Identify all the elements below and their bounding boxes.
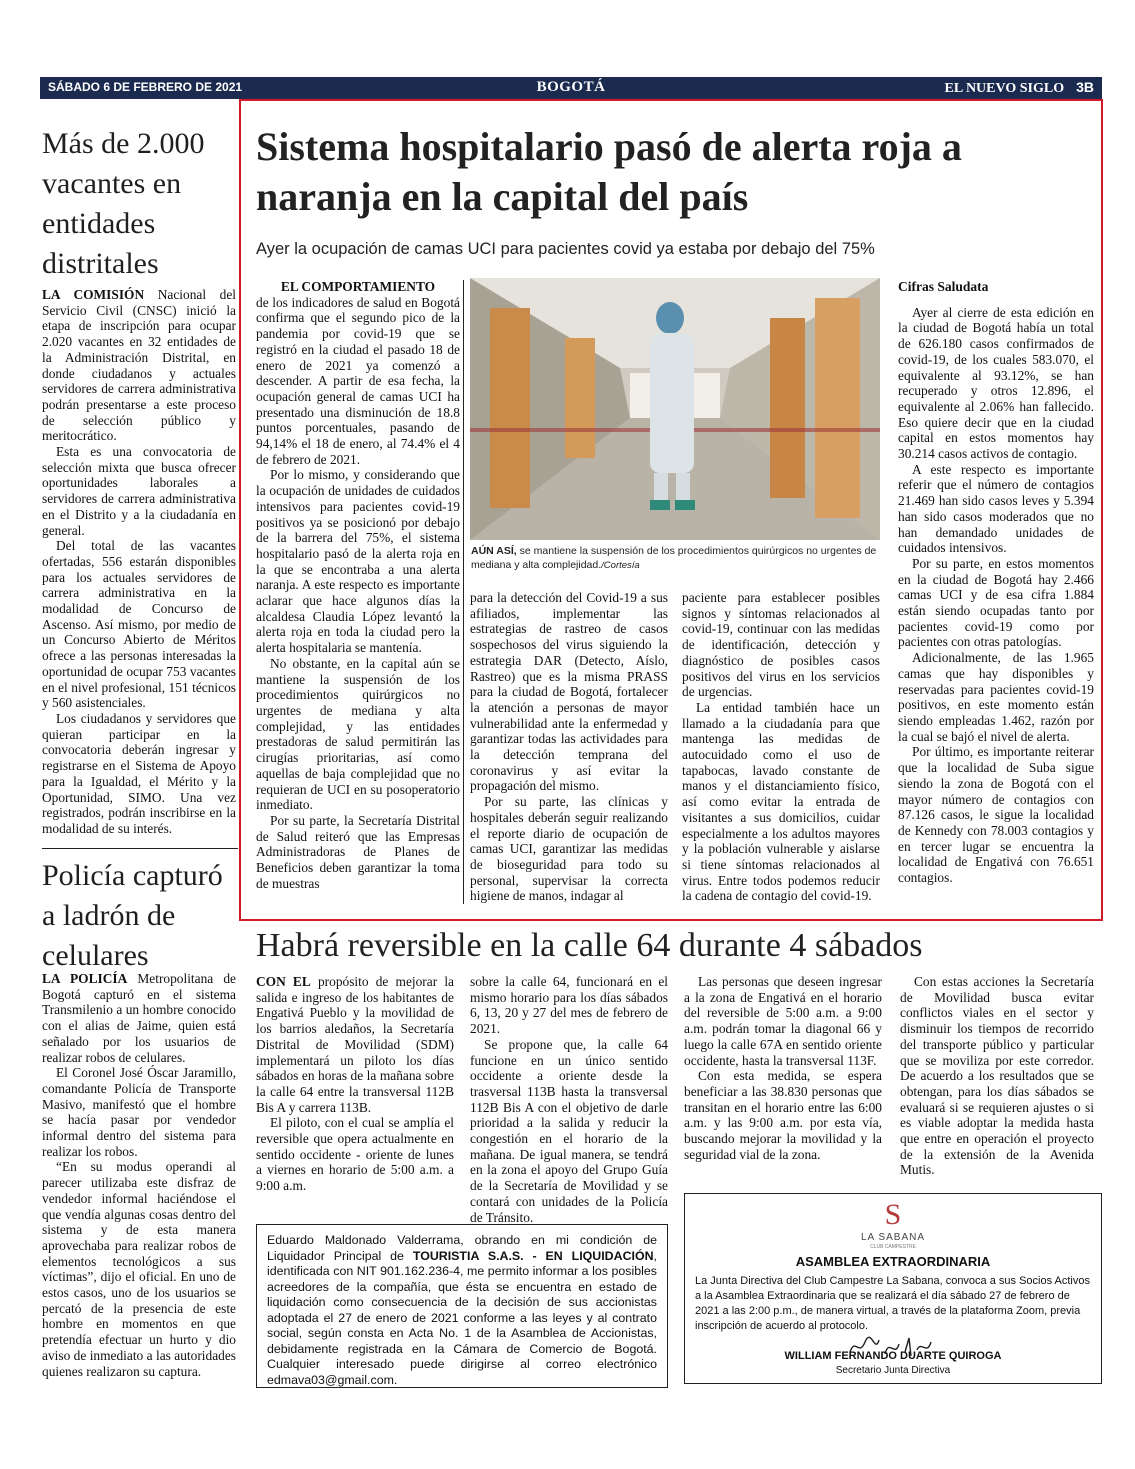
side1-body [42, 287, 236, 837]
caption-lead: AÚN ASÍ, [471, 545, 517, 557]
corridor-illustration [470, 278, 880, 540]
photo-caption [471, 544, 881, 573]
main-c3-p1: paciente para establecer posibles signos y síntomas relacionados al covid-19, continuar con las medidas de identificación, detección y diagnóstico de posibles casos positivos del virus en los servicios de urgencias. [682, 590, 880, 700]
main-c4-p4: Adicionalmente, de las 1.965 camas que hay disponibles y reservadas para pacientes covid-19 positivos, en este momento están siendo empleadas 1.462, razón por la cual se bajó el nivel de alerta. [898, 650, 1094, 744]
side1-title: Más de 2.000 vacantes en entidades distritales [42, 127, 205, 280]
side1-p4: Los ciudadanos y servidores que quieran participar en la convocatoria deberán ingresar y registrarse en el Sistema de Apoyo para la Igualdad, el Mérito y la Oportunidad, SIMO. Una vez registrados, podrán inscribirse en la modalidad de su interés. [42, 710, 236, 836]
main-c2-p2: Por su parte, las clínicas y hospitales deberán seguir realizando el reporte diario de ocupación de camas UCI, garantizar las medidas de bioseguridad para todo su personal, supervisar la correcta higiene de manos, indagar al [470, 794, 668, 904]
second-col2 [470, 974, 668, 1225]
club-logo-name: LA SABANA [860, 1232, 926, 1243]
side1-p1: Nacional del Servicio Civil (CNSC) inició la etapa de inscripción para ocupar 2.020 vacantes en 32 entidades de la Administración Distrital, en donde ciudadanos y actuales servidores de carrera administrativa podrán presentarse a este proceso de selección público y meritocrático. [42, 287, 237, 444]
side2-p1: Metropolitana de Bogotá capturó en el sistema Transmilenio a un hombre conocido con el alias de Jaime, quien está señalado por los usuarios de realizar robos de celulares. [42, 971, 236, 1065]
notice1-t2: , identificada con NIT 901.162.236-4, me permito informar a los posibles acreedores de la compañía, que ésta se encuentra en estado de liquidación como consecuencia de la decisión de sus accionistas adoptada el 27 de enero de 2021 conforme a las leyes y al contrato social, según consta en Acta No. 1 de la Asamblea de Accionistas, debidamente registrada en la Cámara de Comercio de Bogotá. Cualquier interesado puede dirigirse al correo electrónico edmava03@gmail.com. [267, 1248, 657, 1387]
second-title: Habrá reversible en la calle 64 durante 4 sábados [256, 927, 923, 964]
main-c1-p2: Por lo mismo, y considerando que la ocupación de unidades de cuidados intensivos para pacientes covid-19 positivos ya se posicionó por debajo de la barrera del 75%, el sistema hospitalario pasó de la alerta roja en la que se encontraba a una alerta naranja. A este respecto es importante aclarar que hace algunos días la alcaldesa Claudia López levantó la alerta roja en toda la ciudad pero la alerta hospitalaria se mantenía. [256, 467, 460, 656]
main-c3-p2: La entidad también hace un llamado a la ciudadanía para que mantenga las medidas de autocuidado como el uso de tapabocas, lavado constante de manos y el distanciamiento físico, así como evitar la entrada de visitantes a sus domicilios, cuidar especialmente a los adultos mayores y la población vulnerable y aislarse si tiene síntomas relacionados al virus. Entre todos podemos reducir la cadena de contagio del covid-19. [682, 699, 880, 904]
main-col2 [470, 590, 668, 904]
second-c3-p2: Con esta medida, se espera beneficiar a las 38.830 personas que transitan en el horario entre las 6:00 a.m. y las 9:00 a.m. por esta vía, buscando mejorar la movilidad y la seguridad vial de la zona. [684, 1068, 882, 1162]
main-c4-p1: Ayer al cierre de esta edición en la ciudad de Bogotá había un total de 626.180 casos confirmados de covid-19, de los cuales 583.070, el equivalente al 93.12%, se han recuperado y otros 12.896, el equivalente al 2.06% han fallecido. Eso quiere decir que en la ciudad capital en estos momentos hay 30.214 casos activos de contagio. [898, 304, 1094, 462]
main-c1-p1: de los indicadores de salud en Bogotá confirma que el segundo pico de la pandemia por covid-19 que se registró en la ciudad el pasado 18 de enero de 2021 ya comenzó a descender. A partir de esa fecha, la ocupación general de camas UCI ha presentado una disminución de 18.8 puntos porcentuales, pasando de 94,14% el 18 de enero, al 74.4% el 4 de febrero de 2021. [256, 294, 460, 467]
second-lead: CON EL [256, 974, 311, 989]
assembly-signer: WILLIAM FERNANDO DUARTE QUIROGA [784, 1350, 1002, 1362]
page-header [40, 77, 1102, 99]
second-c4-p1: Con estas acciones la Secretaría de Movilidad busca evitar conflictos viales en el sector y disminuir los tiempos de recorrido del transporte público y particular que se moviliza por este corredor. De acuerdo a los resultados que se obtengan, para los días sábados se evaluará si se requieren ajustes o si es viable adoptar la medida hasta que entre en operación el proyecto de la extensión de la Avenida Mutis. [900, 974, 1094, 1178]
club-logo-icon: S [884, 1198, 902, 1231]
club-logo-sub: CLUB CAMPESTRE [870, 1244, 916, 1250]
main-c4-p5: Por último, es importante reiterar que la localidad de Suba sigue siendo la zona de Bogotá con el mayor número de contagios con 87.126 casos, le sigue la localidad de Kennedy con 78.003 contagios y en tercer lugar se encuentra la localidad de Engativá con 76.651 contagios. [898, 744, 1094, 886]
header-section: BOGOTÁ [536, 79, 606, 95]
main-col1 [256, 279, 460, 891]
main-c2-p1: para la detección del Covid-19 a sus afiliados, implementar las estrategias de rastreo de casos sospechosos del virus siguiendo la estrategia DAR (Detecto, Aíslo, Rastreo) que es la misma PRASS para la ciudad de Bogotá, fortalecer la atención a personas de mayor vulnerabilidad ante la enfermedad y garantizar todas las actividades para la detección temprana del coronavirus y así evitar la propagación del mismo. [470, 590, 668, 794]
assembly-signer-role: Secretario Junta Directiva [835, 1365, 951, 1376]
side1-p3: Del total de las vacantes ofertadas, 556 estarán disponibles para los actuales servidores de carrera administrativa en la modalidad de Concurso de Ascenso. Así mismo, por medio de un Concurso Abierto de Méritos ofrece a las personas interesadas la oportunidad de ocupar 753 vacantes en el nivel profesional, 151 técnicos y 560 asistenciales. [42, 538, 236, 711]
main-col-rule [463, 280, 464, 904]
side-divider [42, 848, 238, 849]
second-c2-p2: Se propone que, la calle 64 funcione en un único sentido occidente a oriente desde la trasversal 113B hasta la transversal 112B Bis A con el objetivo de darle prioridad a la salida y reducir la congestión en el horario de la mañana. De igual manera, se tendrá en la zona el apoyo del Grupo Guía de la Secretaría de Movilidad y se contará con unidades de la Policía de Tránsito. [470, 1036, 668, 1225]
paper-name: EL NUEVO SIGLO [944, 81, 1065, 96]
liquidation-notice [256, 1224, 668, 1388]
header-paper [945, 79, 1094, 97]
second-c3-p1: Las personas que deseen ingresar a la zona de Engativá en el horario del reversible de 5:00 a.m. a 9:00 a.m. podrán tomar la diagonal 66 y luego la calle 67A en sentido oriente occidente, hasta la transversal 113F. [684, 974, 882, 1068]
hospital-corridor-photo [470, 278, 880, 540]
second-col3 [684, 974, 882, 1162]
main-c4-p2: A este respecto es importante referir que el número de contagios 21.469 han sido casos leves y 5.394 han sido casos moderados que no han demandado unidades de cuidados intensivos. [898, 461, 1094, 556]
notice1-t1: Eduardo Maldonado Valderrama, obrando en mi condición de Liquidador Principal de [267, 1233, 657, 1263]
page-number: 3B [1076, 79, 1094, 95]
second-col1 [256, 974, 454, 1194]
main-col4 [898, 279, 1094, 886]
notice1-company: TOURISTIA S.A.S. - EN LIQUIDACIÓN [412, 1248, 654, 1263]
assembly-notice [684, 1193, 1102, 1384]
caption-credit: /Cortesía [601, 560, 640, 571]
side2-body [42, 971, 236, 1379]
side2-title: Policía capturó a ladrón de celulares [42, 859, 223, 972]
main-subtitle: Ayer la ocupación de camas UCI para pacientes covid ya estaba por debajo del 75% [256, 240, 875, 258]
main-col3 [682, 590, 880, 904]
main-title: Sistema hospitalario pasó de alerta roja a naranja en la capital del país [256, 124, 962, 219]
side1-p2: Esta es una convocatoria de selección mixta que busca ofrecer oportunidades laborales a servidores de carrera administrativa en el Distrito y a la ciudadanía en general. [42, 444, 236, 538]
second-col4 [900, 974, 1094, 1178]
cifras-heading: Cifras Saludata [898, 279, 989, 294]
caption-text: se mantiene la suspensión de los procedimientos quirúrgicos no urgentes de mediana y alta complejidad. [471, 545, 877, 571]
side1-lead: LA COMISIÓN [42, 287, 145, 302]
main-lead: EL COMPORTAMIENTO [280, 279, 436, 294]
side2-p3: “En su modus operandi al parecer utilizaba este disfraz de vendedor informal haciéndose el que vendía algunas cosas dentro del sistema y de esta manera aprovechaba para realizar robos de elementos tecnológicos a sus víctimas”, dijo el oficial. En uno de estos casos, uno de los usuarios se percató de la presencia de este hombre en momentos en que pretendía efectuar un hurto y dio aviso de inmediato a las autoridades quienes realizaron su captura. [42, 1159, 236, 1379]
main-c1-p3: No obstante, en la capital aún se mantiene la suspensión de los procedimientos quirúrgicos no urgentes de mediana y alta complejidad, y las entidades prestadoras de salud permitirán las cirugías prioritarias, así como aquellas de baja complejidad que no requieran de UCI en su posoperatorio inmediato. [256, 655, 460, 813]
side2-p2: El Coronel José Óscar Jaramillo, comandante Policía de Transporte Masivo, manifestó que el hombre se hacía pasar por vendedor informal dentro del sistema para realizar los robos. [42, 1065, 236, 1159]
second-c1-p2: El piloto, con el cual se amplía el reversible que opera actualmente en sentido occidente - oriente de lunes a viernes en horario de 5:00 a.m. a 9:00 a.m. [256, 1115, 454, 1194]
header-date: SÁBADO 6 DE FEBRERO DE 2021 [48, 80, 243, 94]
assembly-body: La Junta Directiva del Club Campestre La Sabana, convoca a sus Socios Activos a la Asamblea Extraordinaria que se realizará el día sábado 27 de febrero de 2021 a las 2:00 p.m., de manera virtual, a través de la plataforma Zoom, previa inscripción de acuerdo al protocolo. [695, 1275, 1090, 1332]
second-c2-p1: sobre la calle 64, funcionará en el mismo horario para los días sábados 6, 13, 20 y 27 del mes de febrero de 2021. [470, 974, 668, 1037]
main-c4-p3: Por su parte, en estos momentos en la ciudad de Bogotá hay 2.466 camas UCI y de esa cifra 1.884 están siendo ocupadas tanto por pacientes covid-19 como por pacientes con otras patologías. [898, 555, 1094, 650]
main-c1-p4: Por su parte, la Secretaría Distrital de Salud reiteró que las Empresas Administradoras de Planes de Beneficios deben garantizar la toma de muestras [256, 812, 460, 891]
assembly-title: ASAMBLEA EXTRAORDINARIA [795, 1254, 991, 1269]
second-c1-p1: propósito de mejorar la salida e ingreso de los habitantes de Engativá Pueblo y la movilidad de los barrios aledaños, la Secretaría Distrital de Movilidad (SDM) implementará un piloto los días sábados en horas de la mañana sobre la calle 64 entre la transversal 112B Bis A y carrera 113B. [256, 974, 455, 1115]
side2-lead: LA POLICÍA [42, 971, 128, 986]
